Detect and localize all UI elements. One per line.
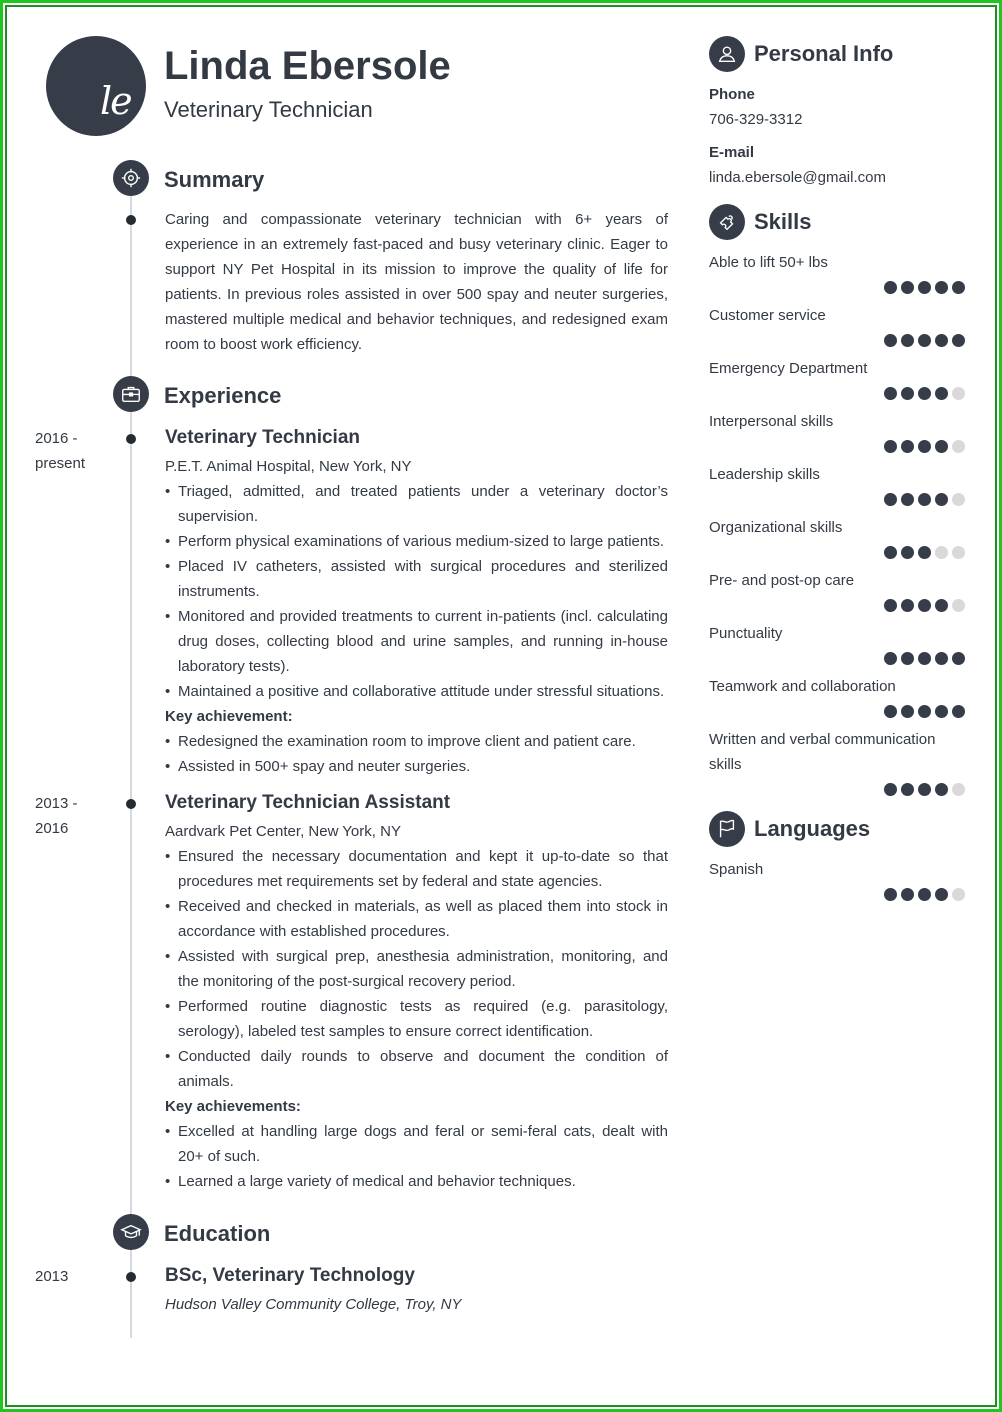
skill-item	[709, 303, 965, 347]
list-item: • Learned a large variety of medical and behavior techniques.	[165, 1169, 668, 1194]
user-icon	[709, 36, 745, 72]
rating-dot-filled	[918, 440, 931, 453]
list-item: • Assisted with surgical prep, anesthesia administration, monitoring, and the monitoring of the post-surgical recovery period.	[165, 944, 668, 994]
rating-dot-filled	[901, 281, 914, 294]
rating-dot-filled	[884, 705, 897, 718]
section-title-skills: Skills	[754, 209, 812, 234]
timeline-dot	[126, 434, 136, 444]
rating-dot-filled	[884, 652, 897, 665]
skill-name: Organizational skills	[709, 519, 843, 536]
rating-dot-filled	[952, 705, 965, 718]
rating-dot-filled	[918, 783, 931, 796]
rating-dot-filled	[952, 334, 965, 347]
list-item: • Maintained a positive and collaborative attitude under stressful situations.	[165, 679, 668, 704]
rating-dot-filled	[918, 705, 931, 718]
rating-dot-filled	[901, 546, 914, 559]
skill-name: Pre- and post-op care	[709, 572, 855, 589]
list-item: • Performed routine diagnostic tests as required (e.g. parasitology, serology), labeled test samples to ensure correct identification.	[165, 994, 668, 1044]
section-title-experience: Experience	[164, 383, 282, 408]
skill-name: Emergency Department	[709, 360, 868, 377]
rating-dot-filled	[952, 652, 965, 665]
skill-item	[709, 409, 965, 453]
rating-dot-filled	[935, 334, 948, 347]
target-icon	[113, 160, 149, 196]
list-item: • Ensured the necessary documentation and kept it up-to-date so that procedures met requirements set by federal and state agencies.	[165, 844, 668, 894]
job-title: Veterinary Technician	[165, 427, 361, 448]
rating-dot-filled	[935, 493, 948, 506]
languages-list	[709, 857, 965, 901]
rating-dot-empty	[952, 888, 965, 901]
rating-dot-filled	[918, 387, 931, 400]
rating-dot-filled	[918, 546, 931, 559]
skill-name: Punctuality	[709, 625, 783, 642]
rating-dot-filled	[901, 440, 914, 453]
job-employer: P.E.T. Animal Hospital, New York, NY	[165, 458, 412, 475]
rating-dot-filled	[884, 599, 897, 612]
skill-item	[709, 621, 965, 665]
email-value: linda.ebersole@gmail.com	[709, 169, 886, 186]
list-item: • Conducted daily rounds to observe and document the condition of animals.	[165, 1044, 668, 1094]
skill-name: Written and verbal communication skills	[709, 731, 936, 773]
rating-dot-filled	[884, 440, 897, 453]
language-name: Spanish	[709, 861, 764, 878]
monogram-text: le	[100, 79, 131, 123]
rating-dot-filled	[918, 493, 931, 506]
skills-header	[709, 204, 965, 240]
section-title-personal-info: Personal Info	[754, 41, 894, 66]
rating-dot-empty	[935, 546, 948, 559]
list-item: • Placed IV catheters, assisted with surgical procedures and sterilized instruments.	[165, 554, 668, 604]
job-title: Veterinary Technician Assistant	[165, 792, 451, 813]
rating-dot-filled	[935, 281, 948, 294]
degree-title: BSc, Veterinary Technology	[165, 1265, 415, 1286]
key-achievement-label: Key achievement:	[165, 708, 293, 725]
rating-dots	[709, 334, 965, 347]
skill-name: Interpersonal skills	[709, 413, 834, 430]
rating-dots	[709, 493, 965, 506]
rating-dot-filled	[884, 281, 897, 294]
skill-item	[709, 568, 965, 612]
list-item: • Perform physical examinations of various medium-sized to large patients.	[165, 529, 668, 554]
section-title-summary: Summary	[164, 167, 265, 192]
rating-dot-empty	[952, 599, 965, 612]
phone-label: Phone	[709, 86, 755, 103]
date-start: 2016 -	[35, 430, 78, 447]
school-name: Hudson Valley Community College, Troy, NY	[165, 1296, 462, 1313]
timeline-dot	[126, 799, 136, 809]
candidate-name: Linda Ebersole	[164, 44, 451, 88]
rating-dot-filled	[935, 599, 948, 612]
job-dates	[35, 791, 115, 841]
timeline-line	[130, 190, 132, 1338]
timeline-dot	[126, 215, 136, 225]
rating-dot-filled	[884, 334, 897, 347]
list-item: • Received and checked in materials, as well as placed them into stock in accordance with established procedures.	[165, 894, 668, 944]
rating-dot-filled	[901, 334, 914, 347]
rating-dot-filled	[901, 599, 914, 612]
flag-icon	[709, 811, 745, 847]
rating-dot-filled	[884, 783, 897, 796]
skills-list	[709, 250, 965, 796]
rating-dot-filled	[935, 387, 948, 400]
rating-dot-filled	[918, 281, 931, 294]
date-end: 2016	[35, 820, 69, 837]
list-item: • Triaged, admitted, and treated patients under a veterinary doctor’s supervision.	[165, 479, 668, 529]
rating-dots	[709, 652, 965, 665]
skill-item	[709, 727, 965, 796]
list-item: • Excelled at handling large dogs and feral or semi-feral cats, dealt with 20+ of such.	[165, 1119, 668, 1169]
rating-dots	[709, 599, 965, 612]
rating-dot-filled	[935, 705, 948, 718]
job-entry	[165, 790, 668, 1194]
graduation-cap-icon	[113, 1214, 149, 1250]
rating-dots	[709, 440, 965, 453]
rating-dot-empty	[952, 387, 965, 400]
education-date: 2013	[35, 1268, 69, 1285]
timeline-dot	[126, 1272, 136, 1282]
rating-dot-empty	[952, 440, 965, 453]
puzzle-icon	[709, 204, 745, 240]
job-entry	[165, 425, 668, 779]
language-item	[709, 857, 965, 901]
rating-dot-filled	[918, 652, 931, 665]
rating-dot-filled	[884, 546, 897, 559]
date-end: present	[35, 455, 86, 472]
rating-dot-filled	[884, 888, 897, 901]
job-achievements	[165, 729, 668, 779]
job-responsibilities	[165, 844, 668, 1094]
section-title-education: Education	[164, 1221, 271, 1246]
rating-dots	[709, 705, 965, 718]
rating-dot-filled	[884, 493, 897, 506]
rating-dot-filled	[935, 440, 948, 453]
job-responsibilities	[165, 479, 668, 704]
rating-dot-filled	[918, 888, 931, 901]
list-item: • Assisted in 500+ spay and neuter surgeries.	[165, 754, 668, 779]
languages-header	[709, 811, 965, 847]
list-item: • Monitored and provided treatments to current in-patients (incl. calculating drug doses, collecting blood and urine samples, and running in-house laboratory tests).	[165, 604, 668, 679]
key-achievement-label: Key achievements:	[165, 1098, 301, 1115]
rating-dot-filled	[884, 387, 897, 400]
rating-dot-filled	[935, 888, 948, 901]
rating-dot-filled	[901, 783, 914, 796]
briefcase-icon	[113, 376, 149, 412]
rating-dot-filled	[901, 652, 914, 665]
summary-text: Caring and compassionate veterinary technician with 6+ years of experience in an extremely fast-paced and busy veterinary clinic. Eager to support NY Pet Hospital in its mission to improve the quality of life for patients. In previous roles assisted in over 500 spay and neuter surgeries, mastered multiple medical and behavior techniques, and redesigned exam room to boost work efficiency.	[165, 211, 668, 353]
rating-dot-filled	[901, 493, 914, 506]
rating-dot-empty	[952, 546, 965, 559]
rating-dot-filled	[901, 705, 914, 718]
list-item: • Redesigned the examination room to improve client and patient care.	[165, 729, 668, 754]
rating-dot-empty	[952, 493, 965, 506]
skill-name: Able to lift 50+ lbs	[709, 254, 828, 271]
job-employer: Aardvark Pet Center, New York, NY	[165, 823, 401, 840]
rating-dots	[709, 888, 965, 901]
rating-dot-filled	[918, 334, 931, 347]
candidate-title: Veterinary Technician	[164, 97, 373, 122]
skill-name: Leadership skills	[709, 466, 820, 483]
rating-dot-filled	[935, 652, 948, 665]
rating-dot-filled	[935, 783, 948, 796]
skill-name: Customer service	[709, 307, 826, 324]
skill-item	[709, 356, 965, 400]
personal-info-header	[709, 36, 965, 72]
rating-dot-filled	[901, 888, 914, 901]
rating-dots	[709, 783, 965, 796]
rating-dot-empty	[952, 783, 965, 796]
section-title-languages: Languages	[754, 816, 871, 841]
skill-name: Teamwork and collaboration	[709, 678, 896, 695]
email-label: E-mail	[709, 144, 755, 161]
rating-dots	[709, 546, 965, 559]
sidebar	[709, 36, 965, 910]
job-achievements	[165, 1119, 668, 1194]
date-start: 2013 -	[35, 795, 78, 812]
rating-dot-filled	[918, 599, 931, 612]
skill-item	[709, 250, 965, 294]
education-entry	[165, 1263, 668, 1317]
job-dates	[35, 426, 115, 476]
rating-dots	[709, 281, 965, 294]
rating-dots	[709, 387, 965, 400]
avatar-monogram	[46, 36, 146, 136]
skill-item	[709, 515, 965, 559]
skill-item	[709, 674, 965, 718]
rating-dot-filled	[901, 387, 914, 400]
rating-dot-filled	[952, 281, 965, 294]
phone-value: 706-329-3312	[709, 111, 803, 128]
skill-item	[709, 462, 965, 506]
